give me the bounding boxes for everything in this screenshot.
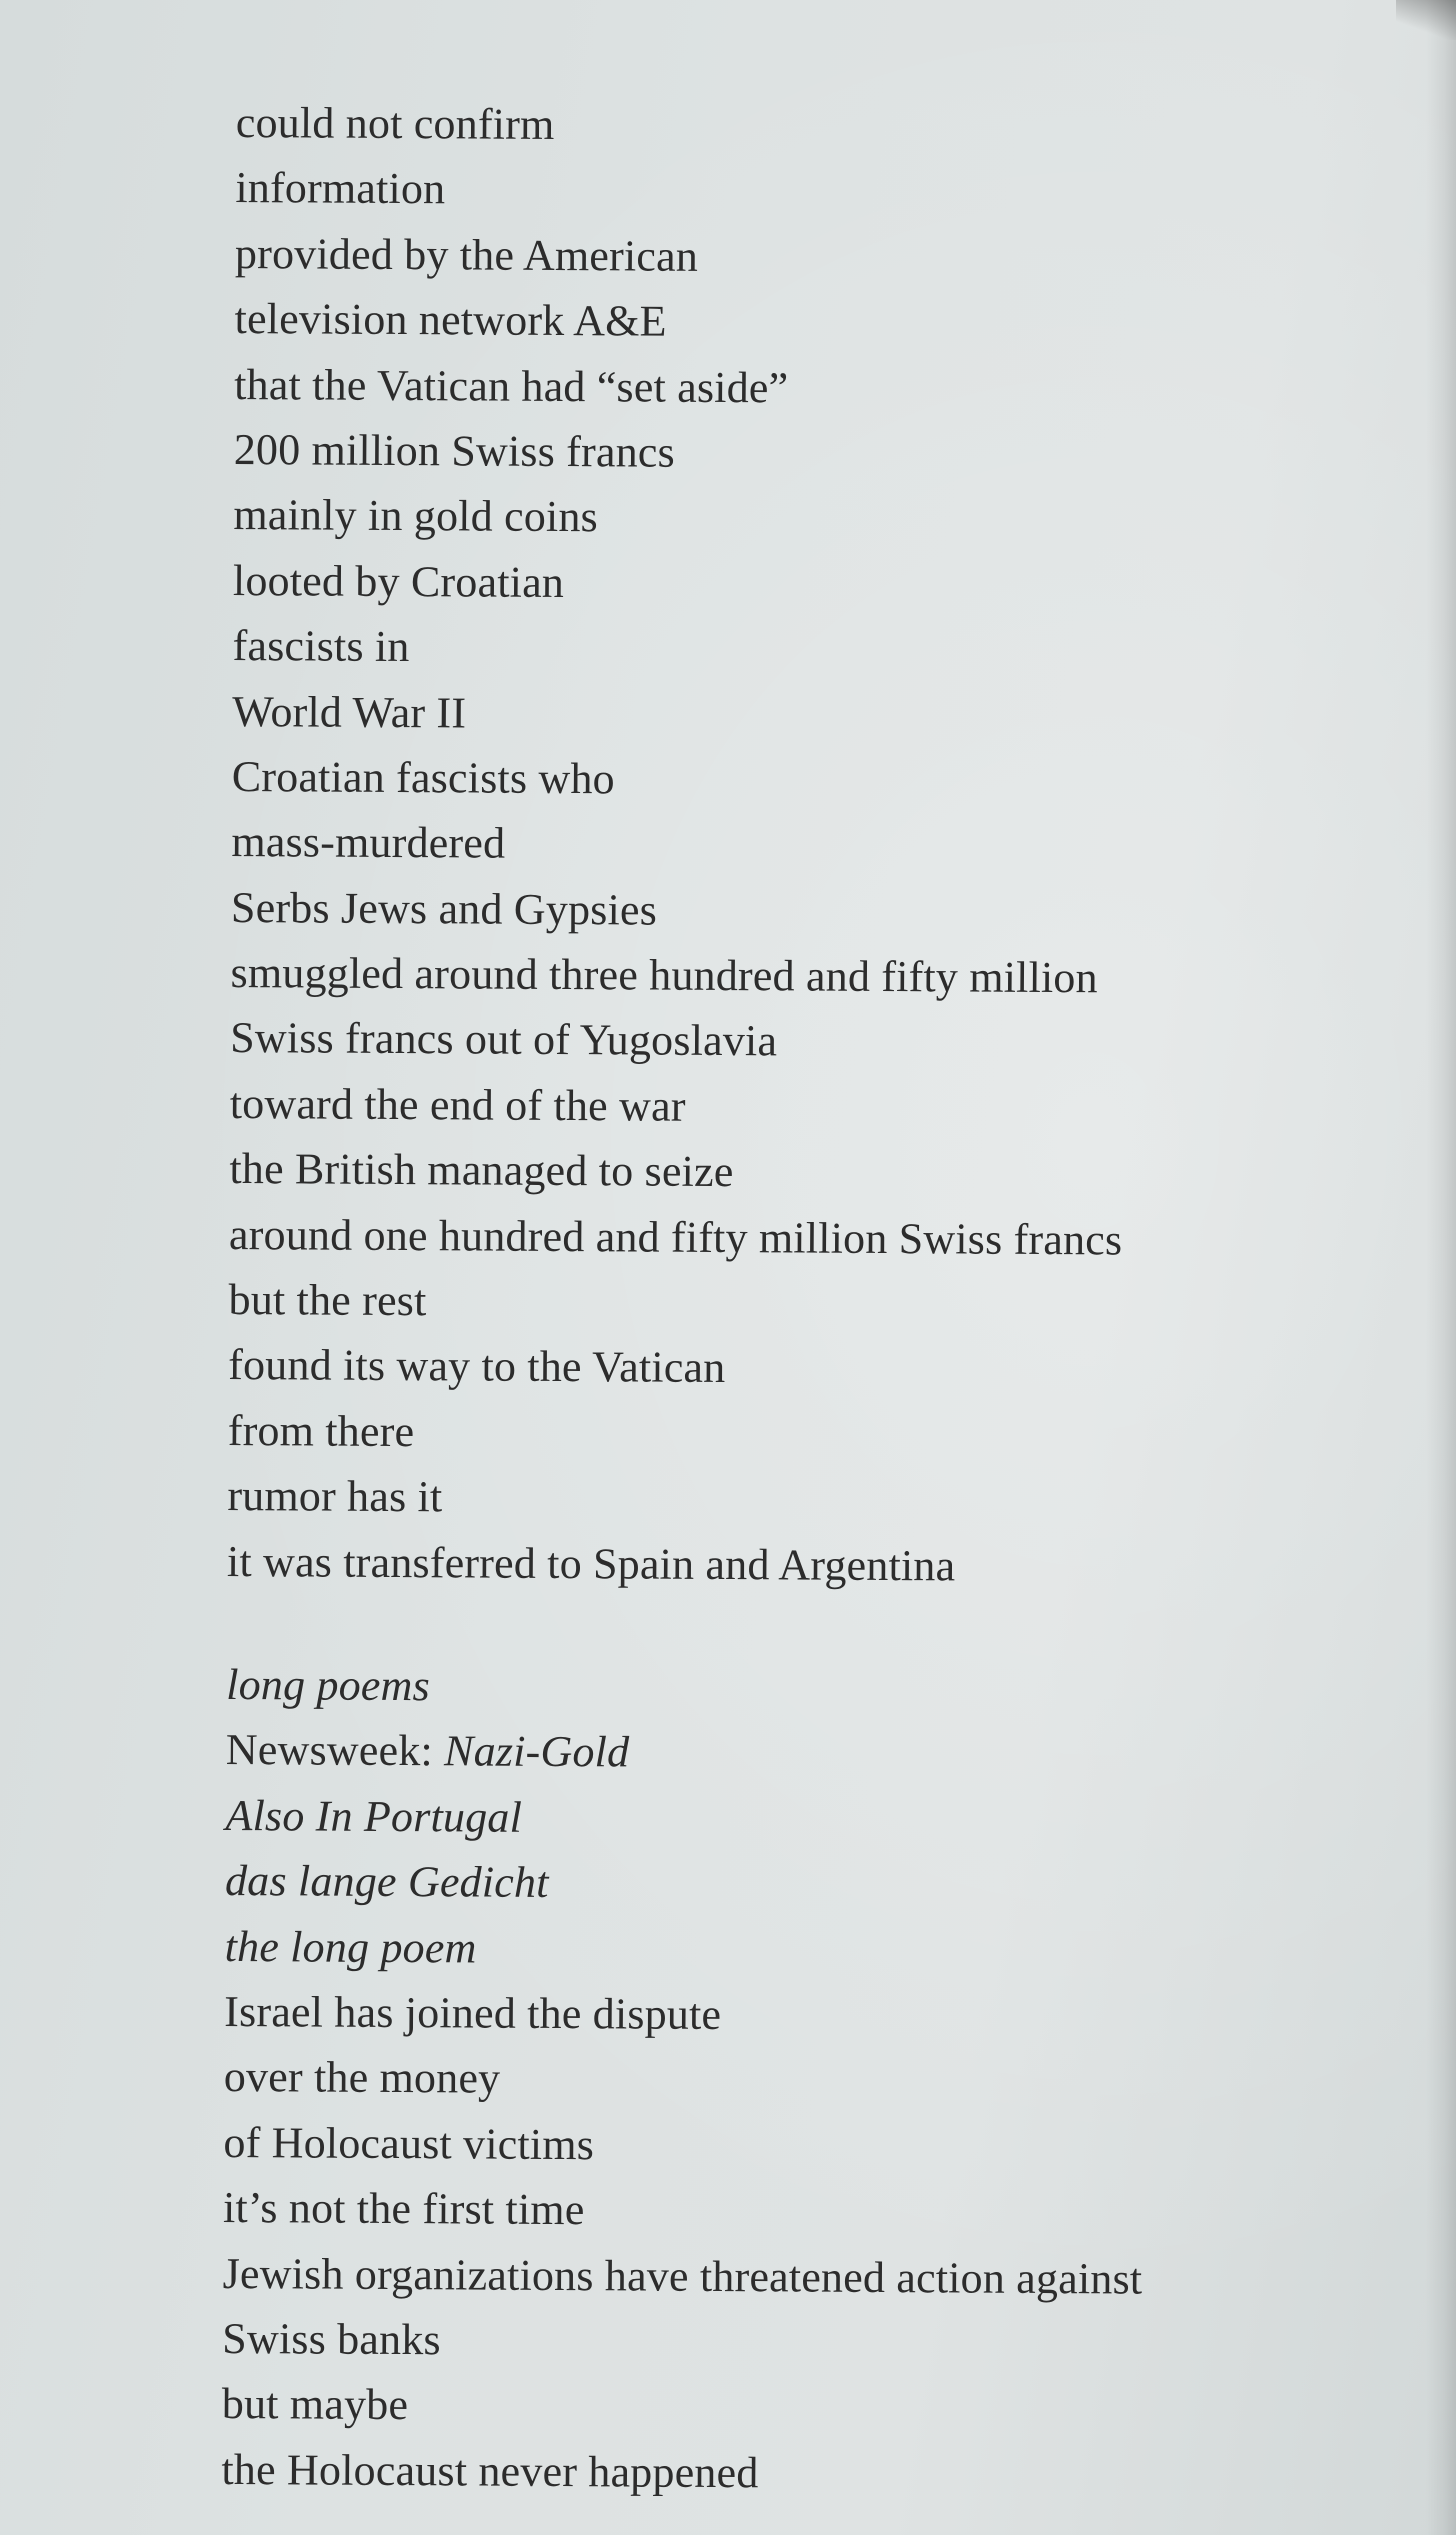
poem-line: found its way to the Vatican	[228, 1340, 726, 1393]
poem-line: the Holocaust never happened	[221, 2444, 759, 2497]
poem-line: information	[235, 163, 446, 214]
poem-line-italic: Also In Portugal	[225, 1790, 523, 1842]
poem-line: could not confirm	[235, 97, 555, 149]
poem-line: it was transferred to Spain and Argentina	[226, 1536, 956, 1591]
poem-line: 200 million Swiss francs	[233, 424, 676, 477]
poem-line: television network A&E	[234, 294, 667, 346]
poem-line: provided by the American	[234, 228, 699, 281]
poem-line: but the rest	[228, 1275, 427, 1326]
poem-text	[221, 90, 1356, 2509]
poem-line: mainly in gold coins	[233, 490, 599, 542]
poem-line: that the Vatican had “set aside”	[234, 359, 789, 412]
nazi-gold-title: Nazi-Gold	[443, 1726, 630, 1777]
poem-line: from there	[227, 1405, 415, 1456]
poem-line: over the money	[223, 2052, 501, 2103]
poem-line: mass-murdered	[231, 817, 506, 868]
poem-line: the British managed to seize	[229, 1144, 734, 1197]
poem-line: Croatian fascists who	[231, 751, 615, 804]
poem-line: fascists in	[232, 621, 410, 672]
poem-line: but maybe	[221, 2379, 409, 2430]
poem-line: Israel has joined the dispute	[224, 1986, 722, 2039]
poem-line: Serbs Jews and Gypsies	[230, 882, 658, 935]
page-edge-shadow	[1426, 0, 1456, 2535]
poem-line: rumor has it	[227, 1471, 443, 1522]
poem-line: Swiss banks	[222, 2313, 441, 2365]
poem-line-italic: das lange Gedicht	[224, 1856, 549, 1908]
newsweek-label: Newsweek:	[225, 1725, 445, 1776]
poem-line-mixed	[226, 1717, 1346, 1789]
poem-line: Jewish organizations have threatened action against	[222, 2248, 1143, 2304]
poem-line: around one hundred and fifty million Swiss francs	[228, 1209, 1123, 1265]
stanza-break	[226, 1594, 1346, 1659]
page-corner-shadow	[1396, 0, 1456, 40]
poem-line: World War II	[232, 686, 467, 737]
stanza-2	[221, 1652, 1346, 2509]
poem-line: toward the end of the war	[229, 1078, 686, 1131]
poem-line-italic: long poems	[226, 1659, 431, 1711]
poem-line: looted by Croatian	[232, 555, 565, 607]
poem-line: of Holocaust victims	[223, 2117, 595, 2169]
poem-line: smuggled around three hundred and fifty million	[230, 948, 1098, 1003]
stanza-1	[227, 90, 1356, 1601]
poem-line: it’s not the first time	[222, 2183, 585, 2235]
poem-line: Swiss francs out of Yugoslavia	[230, 1013, 778, 1066]
poem-line-italic: the long poem	[224, 1921, 477, 1973]
